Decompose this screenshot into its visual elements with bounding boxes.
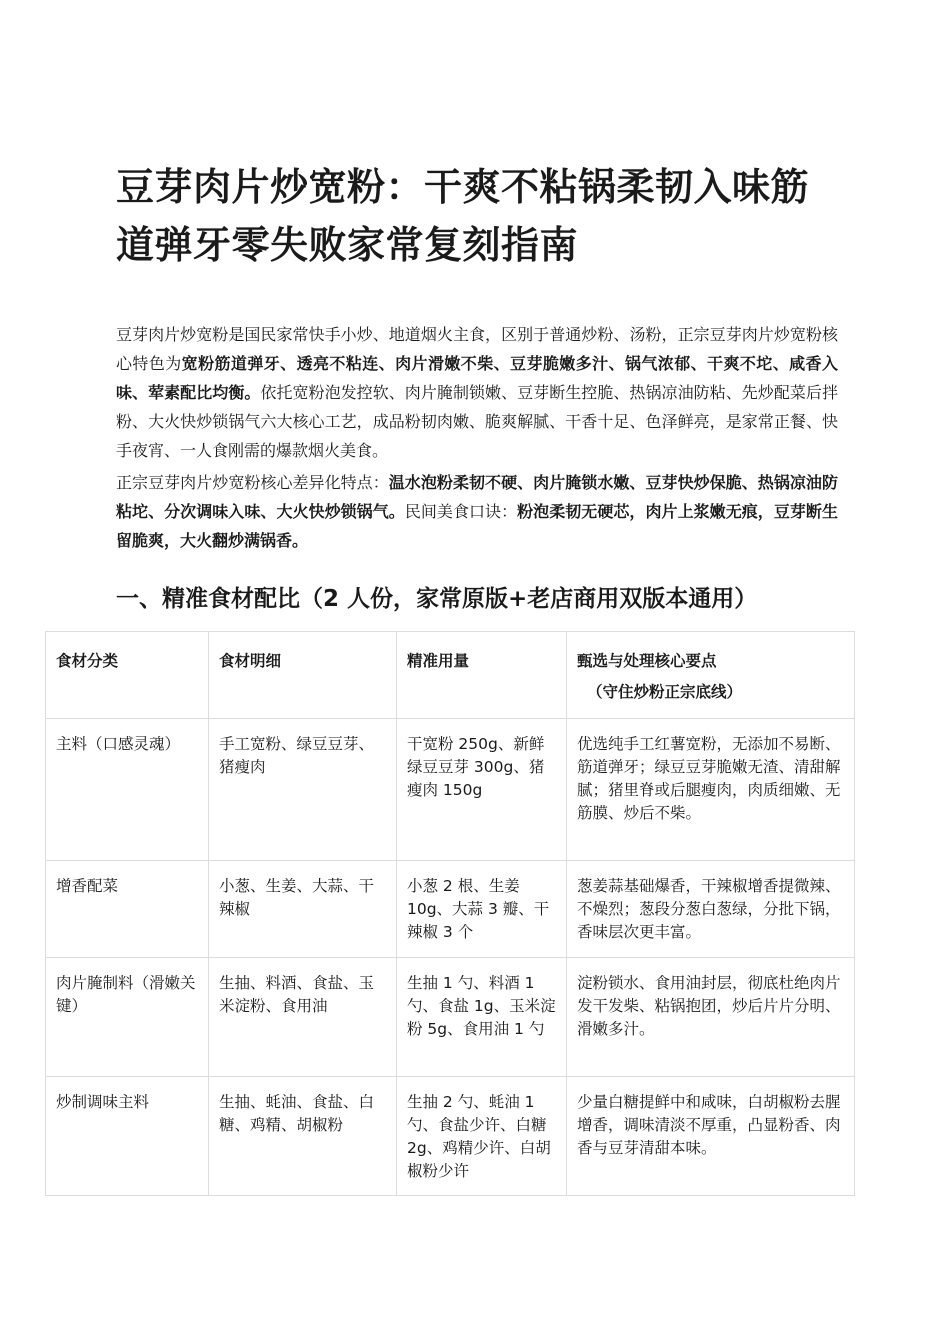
table-cell: 炒制调味主料 — [46, 1077, 209, 1196]
intro-text: 民间美食口诀： — [404, 502, 518, 521]
table-row — [46, 958, 855, 1077]
table-header-row — [46, 632, 855, 719]
table-cell: 增香配菜 — [46, 861, 209, 958]
section-heading: 一、精准食材配比（2 人份，家常原版+老店商用双版本通用） — [116, 586, 758, 612]
intro-text: 豆芽肉片炒宽粉是国民家常快手小炒、地道烟火主食，区别于普通炒粉、汤粉，正宗豆芽肉片炒宽粉核心特色为 — [116, 325, 838, 373]
page-title: 豆芽肉片炒宽粉：干爽不粘锅柔韧入味筋道弹牙零失败家常复刻指南 — [116, 165, 810, 267]
intro-text: 依托宽粉泡发控软、肉片腌制锁嫩、豆芽断生控脆、热锅凉油防粘、先炒配菜后拌粉、大火快炒锁锅气六大核心工艺，成品粉韧肉嫩、脆爽解腻、干香十足、色泽鲜亮，是家常正餐、快手夜宵、一人食刚需的爆款烟火美食。 — [116, 383, 838, 460]
table-cell: 生抽 1 勺、料酒 1 勺、食盐 1g、玉米淀粉 5g、食用油 1 勺 — [397, 958, 567, 1077]
table-row — [46, 861, 855, 958]
table-cell: 少量白糖提鲜中和咸味，白胡椒粉去腥增香，调味清淡不厚重，凸显粉香、肉香与豆芽清甜本味。 — [567, 1077, 855, 1196]
column-header — [567, 632, 855, 719]
table-cell: 手工宽粉、绿豆豆芽、猪瘦肉 — [209, 719, 397, 861]
ingredient-table — [45, 631, 855, 1196]
intro-highlight: 宽粉筋道弹牙、透亮不粘连、肉片滑嫩不柴、豆芽脆嫩多汁、锅气浓郁、干爽不坨、咸香入味、荤素配比均衡。 — [116, 354, 838, 402]
table-cell: 优选纯手工红薯宽粉，无添加不易断、筋道弹牙；绿豆豆芽脆嫩无渣、清甜解腻；猪里脊或后腿瘦肉，肉质细嫩、无筋膜、炒后不柴。 — [567, 719, 855, 861]
table-cell: 生抽、蚝油、食盐、白糖、鸡精、胡椒粉 — [209, 1077, 397, 1196]
table-cell: 淀粉锁水、食用油封层，彻底杜绝肉片发干发柴、粘锅抱团，炒后片片分明、滑嫩多汁。 — [567, 958, 855, 1077]
intro-paragraph-2 — [116, 468, 838, 555]
table-cell: 主料（口感灵魂） — [46, 719, 209, 861]
column-header: 食材明细 — [209, 632, 397, 719]
intro-highlight: 温水泡粉柔韧不硬、肉片腌锁水嫩、豆芽快炒保脆、热锅凉油防粘坨、分次调味入味、大火快炒锁锅气。 — [116, 473, 838, 521]
table-row — [46, 719, 855, 861]
table-cell: 小葱、生姜、大蒜、干辣椒 — [209, 861, 397, 958]
table-cell: 葱姜蒜基础爆香，干辣椒增香提微辣、不燥烈；葱段分葱白葱绿，分批下锅，香味层次更丰富。 — [567, 861, 855, 958]
column-header-text: 甄选与处理核心要点 — [577, 652, 717, 670]
table-cell: 生抽、料酒、食盐、玉米淀粉、食用油 — [209, 958, 397, 1077]
table-row — [46, 1077, 855, 1196]
column-header: 食材分类 — [46, 632, 209, 719]
table-cell: 干宽粉 250g、新鲜绿豆豆芽 300g、猪瘦肉 150g — [397, 719, 567, 861]
intro-highlight: 粉泡柔韧无硬芯，肉片上浆嫩无痕，豆芽断生留脆爽，大火翻炒满锅香。 — [116, 502, 838, 550]
intro-text: 正宗豆芽肉片炒宽粉核心差异化特点： — [116, 473, 389, 492]
column-header: 精准用量 — [397, 632, 567, 719]
column-header-subtext: （守住炒粉正宗底线） — [587, 683, 743, 701]
table-cell: 肉片腌制料（滑嫩关键） — [46, 958, 209, 1077]
table-cell: 生抽 2 勺、蚝油 1 勺、食盐少许、白糖 2g、鸡精少许、白胡椒粉少许 — [397, 1077, 567, 1196]
table-cell: 小葱 2 根、生姜 10g、大蒜 3 瓣、干辣椒 3 个 — [397, 861, 567, 958]
intro-paragraph-1 — [116, 320, 838, 465]
